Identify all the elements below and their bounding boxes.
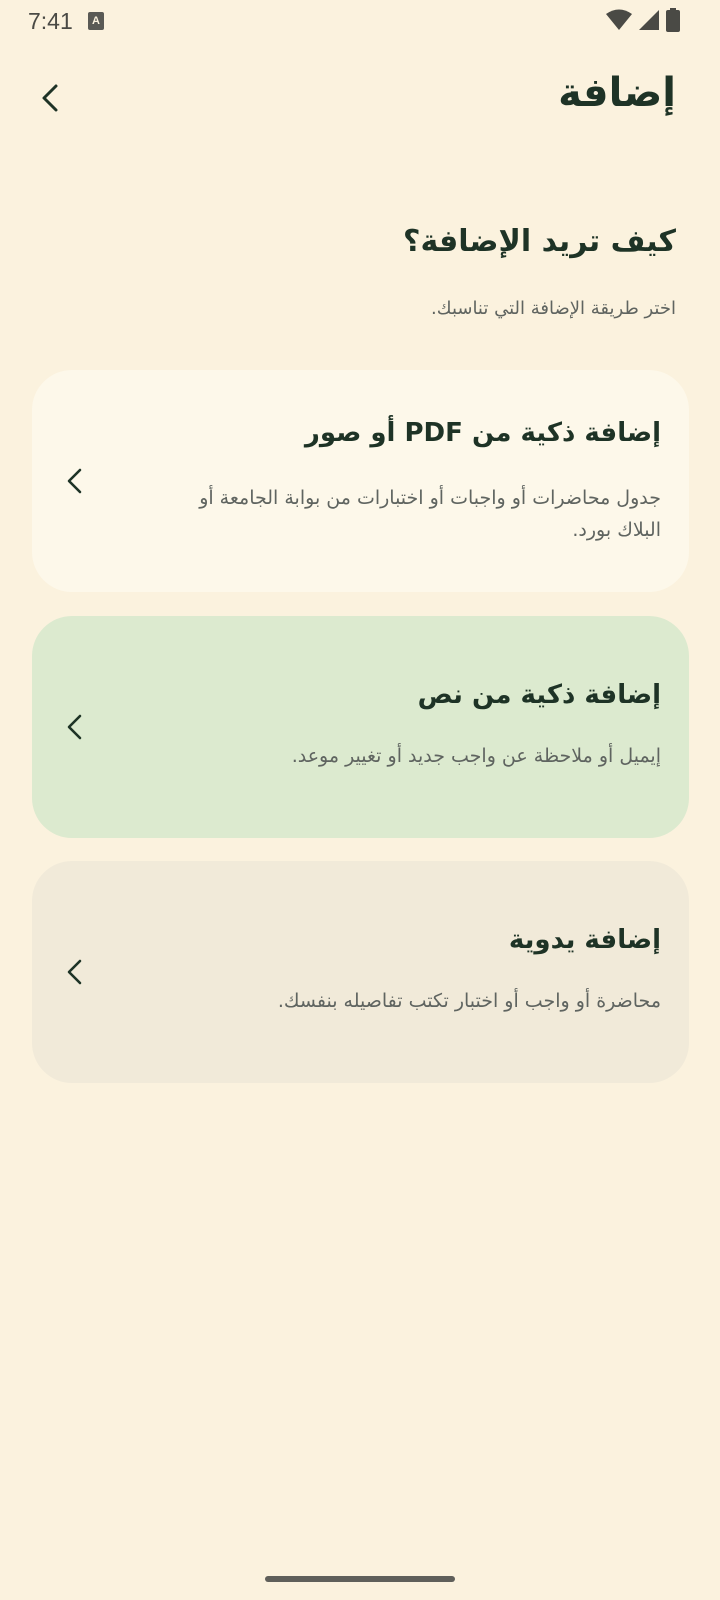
option-card-smart-text[interactable]: [32, 616, 689, 838]
status-time: 7:41: [28, 8, 73, 34]
section-subheading: اختر طريقة الإضافة التي تناسبك.: [431, 298, 676, 319]
option-title: إضافة ذكية من PDF أو صور: [304, 418, 661, 448]
option-card-smart-pdf[interactable]: [32, 370, 689, 592]
chevron-left-icon: [40, 83, 60, 113]
cell-signal-icon: [638, 9, 660, 31]
wifi-icon: [606, 9, 632, 31]
option-card-manual[interactable]: [32, 861, 689, 1083]
notification-icon: A: [88, 12, 104, 30]
top-app-bar: [0, 62, 720, 138]
status-bar: [0, 0, 720, 44]
option-title: إضافة يدوية: [508, 925, 661, 955]
battery-icon: [666, 8, 680, 32]
option-description: إيميل أو ملاحظة عن واجب جديد أو تغيير موعد.: [291, 745, 661, 767]
chevron-left-icon: [62, 466, 86, 496]
chevron-left-icon: [62, 712, 86, 742]
section-heading: كيف تريد الإضافة؟: [403, 224, 676, 259]
option-description: محاضرة أو واجب أو اختبار تكتب تفاصيله بنفسك.: [277, 990, 661, 1012]
option-title: إضافة ذكية من نص: [417, 680, 661, 710]
home-indicator[interactable]: [265, 1576, 455, 1582]
option-description: جدول محاضرات أو واجبات أو اختبارات من بوابة الجامعة أو البلاك بورد.: [199, 487, 661, 541]
status-icons: [606, 8, 680, 32]
back-button[interactable]: [28, 76, 72, 120]
chevron-left-icon: [62, 957, 86, 987]
page-title: إضافة: [558, 70, 676, 116]
